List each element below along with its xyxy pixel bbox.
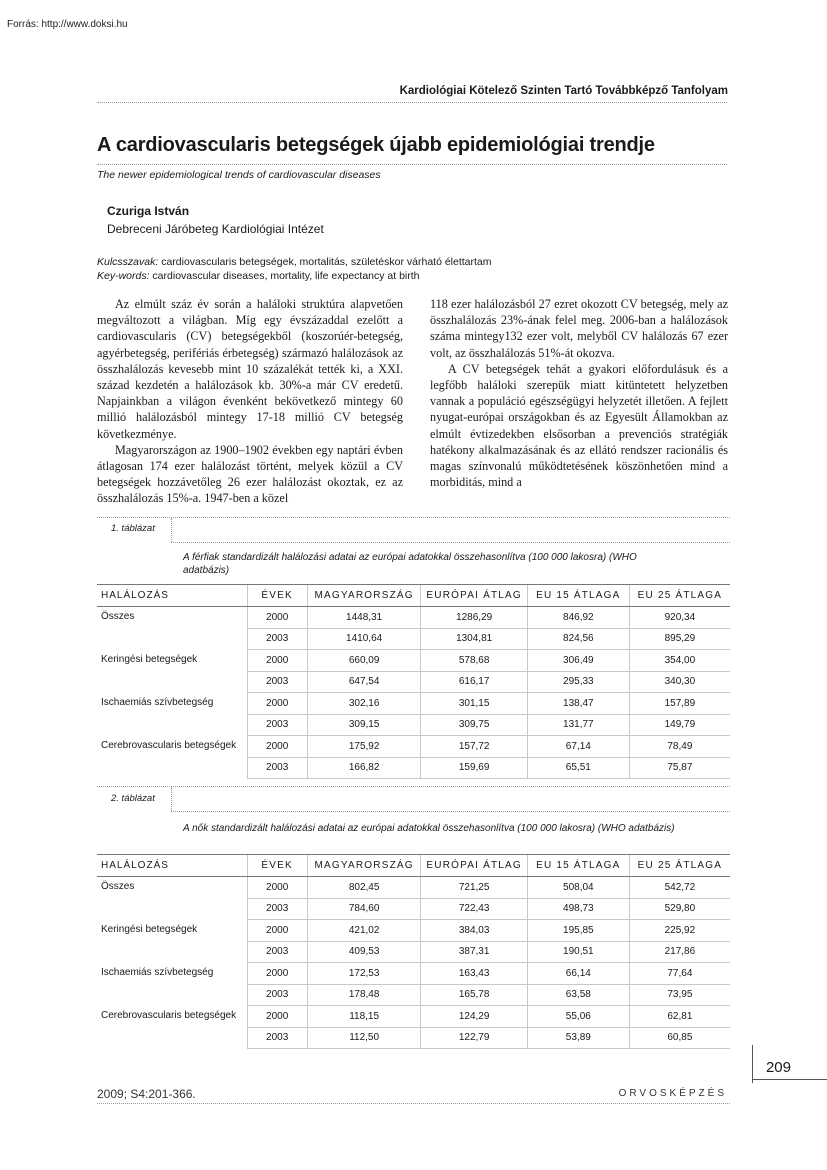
year-cell: 2000 xyxy=(247,736,307,758)
table1-caption: A férfiak standardizált halálozási adatai az európai adatokkal összehasonlítva (100 000 lakosra) (WHO adatbázis) xyxy=(183,552,637,576)
value-cell: 387,31 xyxy=(421,941,527,963)
value-cell: 118,15 xyxy=(307,1006,421,1028)
keywords-hu xyxy=(97,256,492,268)
value-cell: 647,54 xyxy=(307,671,421,693)
value-cell: 175,92 xyxy=(307,736,421,758)
article-title: A cardiovascularis betegségek újabb epidemiológiai trendje xyxy=(97,134,655,156)
running-head: Kardiológiai Kötelező Szinten Tartó Továbbképző Tanfolyam xyxy=(399,85,728,97)
value-cell: 67,14 xyxy=(527,736,629,758)
value-cell: 1286,29 xyxy=(421,607,527,629)
year-cell: 2000 xyxy=(247,877,307,899)
body-column-2 xyxy=(430,296,728,490)
value-cell: 578,68 xyxy=(421,650,527,672)
value-cell: 77,64 xyxy=(629,963,730,985)
row-group-label: Összes xyxy=(101,881,135,892)
value-cell: 157,72 xyxy=(421,736,527,758)
title-divider xyxy=(97,164,727,165)
row-group-label: Ischaemiás szívbetegség xyxy=(101,966,214,978)
value-cell: 149,79 xyxy=(629,714,730,736)
table1-body xyxy=(97,607,730,779)
value-cell: 306,49 xyxy=(527,650,629,672)
value-cell: 157,89 xyxy=(629,693,730,715)
value-cell: 660,09 xyxy=(307,650,421,672)
value-cell: 895,29 xyxy=(629,628,730,650)
value-cell: 166,82 xyxy=(307,757,421,779)
table-row xyxy=(97,1006,730,1028)
keywords-en-label: Key-words: xyxy=(97,270,150,282)
keywords-hu-label: Kulcsszavak: xyxy=(97,256,159,268)
value-cell: 65,51 xyxy=(527,757,629,779)
year-cell: 2000 xyxy=(247,920,307,942)
year-cell: 2003 xyxy=(247,628,307,650)
row-group-label: Cerebrovascularis betegségek xyxy=(101,739,237,751)
table1-header-cell: EU 25 ÁTLAGA xyxy=(629,585,730,607)
table2-top-divider xyxy=(97,786,730,787)
value-cell: 529,80 xyxy=(629,898,730,920)
table1-label: 1. táblázat xyxy=(111,523,155,534)
value-cell: 63,58 xyxy=(527,984,629,1006)
table-row xyxy=(97,650,730,672)
table-row xyxy=(97,736,730,758)
value-cell: 55,06 xyxy=(527,1006,629,1028)
value-cell: 409,53 xyxy=(307,941,421,963)
value-cell: 824,56 xyxy=(527,628,629,650)
value-cell: 53,89 xyxy=(527,1027,629,1049)
page-number-rule xyxy=(752,1079,827,1080)
page-number: 209 xyxy=(765,1059,791,1076)
value-cell: 295,33 xyxy=(527,671,629,693)
source-line: Forrás: http://www.doksi.hu xyxy=(7,19,128,30)
table-row xyxy=(97,877,730,899)
table-row xyxy=(97,920,730,942)
value-cell: 1448,31 xyxy=(307,607,421,629)
year-cell: 2003 xyxy=(247,671,307,693)
row-group-label: Keringési betegségek xyxy=(101,923,198,935)
paragraph: Az elmúlt száz év során a haláloki struktúra alapvetően megváltozott a világban. Míg egy évszázaddal ezelőtt a cardiovascularis (CV) betegségekből (koszorúér-betegség, agyérbetegség, perifériás érbetegség) származó halálozások az összhalálozás kevesebb mint 10 százalékát tették ki, a XXI. század kezdetén a halálozások kb. 30%-a már CV eredetű. Napjainkban a világon évenként bekövetkező mintegy 60 millió halálozásból mintegy 17-18 millió CV betegség következménye. xyxy=(97,297,403,441)
table1-header-cell: MAGYARORSZÁG xyxy=(307,585,421,607)
table1-header-row xyxy=(97,585,730,607)
year-cell: 2000 xyxy=(247,607,307,629)
year-cell: 2000 xyxy=(247,1006,307,1028)
article-subtitle: The newer epidemiological trends of cardiovascular diseases xyxy=(97,169,381,181)
page-number-box xyxy=(752,1045,753,1083)
value-cell: 354,00 xyxy=(629,650,730,672)
year-cell: 2003 xyxy=(247,898,307,920)
value-cell: 384,03 xyxy=(421,920,527,942)
footer-journal: ORVOSKÉPZÉS xyxy=(618,1088,727,1099)
paragraph: A CV betegségek tehát a gyakori előfordulásuk és a legfőbb haláloki szerepük miatt kitüntetett helyzetben vannak a populáció egészségügyi helyzetét illetően. A fejlett nyugat-európai országokban és az Egyesült Államokban az elmúlt évtizedekben elsősorban a prevenciós stratégiák hatékony alkalmazásának és az ellátó rendszer racionális és magas színvonalú működtetésének köszönhetően mind a morbiditás, mind a xyxy=(430,361,728,490)
value-cell: 920,34 xyxy=(629,607,730,629)
value-cell: 542,72 xyxy=(629,877,730,899)
row-group-label: Összes xyxy=(101,611,135,622)
value-cell: 722,43 xyxy=(421,898,527,920)
table2-header-cell: MAGYARORSZÁG xyxy=(307,855,421,877)
value-cell: 721,25 xyxy=(421,877,527,899)
value-cell: 225,92 xyxy=(629,920,730,942)
table2-label: 2. táblázat xyxy=(111,793,155,804)
footer-divider xyxy=(97,1103,730,1104)
value-cell: 1410,64 xyxy=(307,628,421,650)
table1-top-divider xyxy=(97,517,730,518)
table2-header-cell: EURÓPAI ÁTLAG xyxy=(421,855,527,877)
year-cell: 2003 xyxy=(247,1027,307,1049)
value-cell: 66,14 xyxy=(527,963,629,985)
table2-caption: A nők standardizált halálozási adatai az európai adatokkal összehasonlítva (100 000 lakosra) (WHO adatbázis) xyxy=(183,823,675,834)
row-group-label: Ischaemiás szívbetegség xyxy=(101,696,214,708)
value-cell: 195,85 xyxy=(527,920,629,942)
keywords-en xyxy=(97,270,420,282)
table1-header-cell: HALÁLOZÁS xyxy=(97,585,247,607)
value-cell: 172,53 xyxy=(307,963,421,985)
year-cell: 2003 xyxy=(247,757,307,779)
value-cell: 62,81 xyxy=(629,1006,730,1028)
value-cell: 1304,81 xyxy=(421,628,527,650)
value-cell: 131,77 xyxy=(527,714,629,736)
value-cell: 165,78 xyxy=(421,984,527,1006)
footer-citation: 2009; S4:201-366. xyxy=(97,1087,196,1101)
value-cell: 340,30 xyxy=(629,671,730,693)
table1 xyxy=(97,584,730,779)
value-cell: 112,50 xyxy=(307,1027,421,1049)
value-cell: 616,17 xyxy=(421,671,527,693)
body-column-1 xyxy=(97,296,403,507)
paragraph: Magyarországon az 1900–1902 években egy naptári évben átlagosan 174 ezer halálozást történt, melyek közül a CV betegségek hozzávetőleg 26 ezer halálozást okoztak, ez az összhalálozás 15%-a. 1947-ben a közel xyxy=(97,442,403,506)
table-row xyxy=(97,693,730,715)
value-cell: 302,16 xyxy=(307,693,421,715)
table2-header-cell: EU 15 ÁTLAGA xyxy=(527,855,629,877)
table2-header-cell: HALÁLOZÁS xyxy=(97,855,247,877)
year-cell: 2003 xyxy=(247,984,307,1006)
value-cell: 508,04 xyxy=(527,877,629,899)
year-cell: 2000 xyxy=(247,650,307,672)
value-cell: 60,85 xyxy=(629,1027,730,1049)
row-group-label: Cerebrovascularis betegségek xyxy=(101,1009,237,1021)
value-cell: 301,15 xyxy=(421,693,527,715)
table2-header-cell: ÉVEK xyxy=(247,855,307,877)
value-cell: 138,47 xyxy=(527,693,629,715)
author-name: Czuriga István xyxy=(107,204,190,218)
value-cell: 78,49 xyxy=(629,736,730,758)
keywords-en-text: cardiovascular diseases, mortality, life expectancy at birth xyxy=(149,270,420,282)
value-cell: 217,86 xyxy=(629,941,730,963)
value-cell: 124,29 xyxy=(421,1006,527,1028)
year-cell: 2000 xyxy=(247,693,307,715)
table1-header-cell: EU 15 ÁTLAGA xyxy=(527,585,629,607)
table2-body xyxy=(97,877,730,1049)
table1-caption-divider xyxy=(171,542,730,543)
value-cell: 784,60 xyxy=(307,898,421,920)
value-cell: 309,15 xyxy=(307,714,421,736)
table1-header-cell: EURÓPAI ÁTLAG xyxy=(421,585,527,607)
value-cell: 421,02 xyxy=(307,920,421,942)
table2 xyxy=(97,854,730,1049)
header-divider xyxy=(97,102,727,103)
table2-caption-divider xyxy=(171,811,730,812)
author-affiliation: Debreceni Járóbeteg Kardiológiai Intézet xyxy=(107,222,324,236)
value-cell: 122,79 xyxy=(421,1027,527,1049)
value-cell: 75,87 xyxy=(629,757,730,779)
row-group-label: Keringési betegségek xyxy=(101,653,198,665)
table2-header-cell: EU 25 ÁTLAGA xyxy=(629,855,730,877)
year-cell: 2003 xyxy=(247,941,307,963)
value-cell: 802,45 xyxy=(307,877,421,899)
value-cell: 178,48 xyxy=(307,984,421,1006)
keywords-hu-text: cardiovascularis betegségek, mortalitás, születéskor várható élettartam xyxy=(158,256,492,268)
table-row xyxy=(97,607,730,629)
year-cell: 2003 xyxy=(247,714,307,736)
value-cell: 163,43 xyxy=(421,963,527,985)
table-row xyxy=(97,963,730,985)
value-cell: 846,92 xyxy=(527,607,629,629)
value-cell: 309,75 xyxy=(421,714,527,736)
year-cell: 2000 xyxy=(247,963,307,985)
value-cell: 159,69 xyxy=(421,757,527,779)
value-cell: 73,95 xyxy=(629,984,730,1006)
value-cell: 498,73 xyxy=(527,898,629,920)
value-cell: 190,51 xyxy=(527,941,629,963)
paragraph: 118 ezer halálozásból 27 ezret okozott CV betegség, mely az összhalálozás 23%-ának felel meg. 2006-ban a halálozások száma mintegy132 ezer volt, melyből CV halálozás 67 ezer volt, az összhalálozás 51%-át okozva. xyxy=(430,297,728,360)
table1-header-cell: ÉVEK xyxy=(247,585,307,607)
table2-header-row xyxy=(97,855,730,877)
